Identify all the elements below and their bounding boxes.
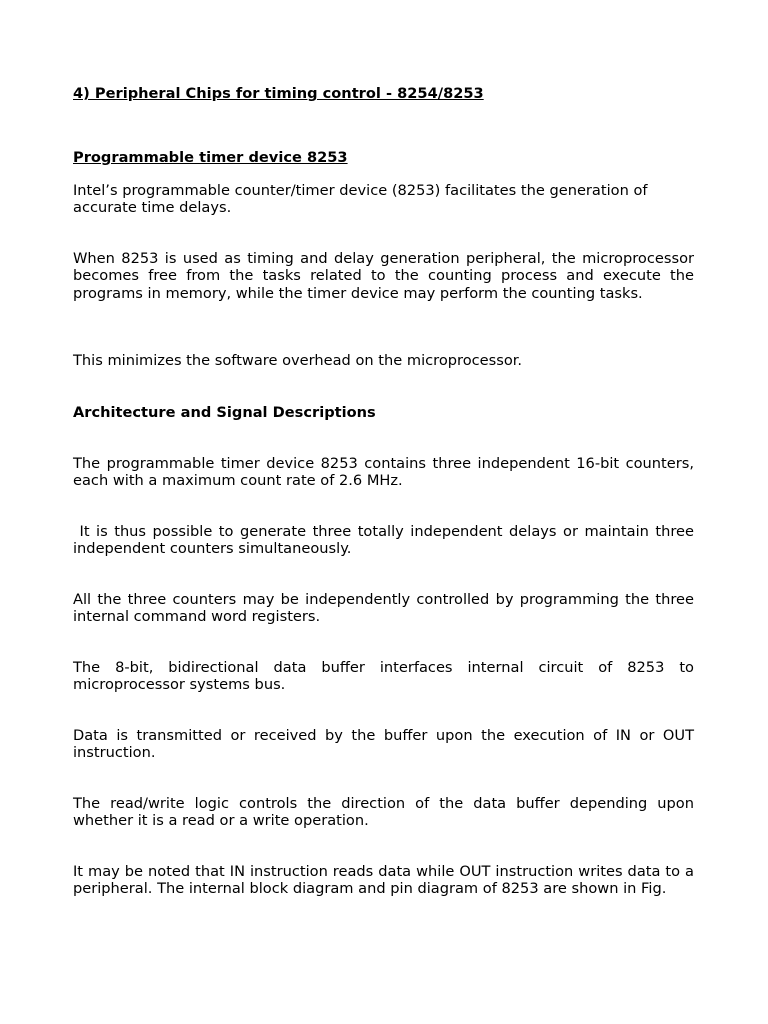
sub-heading: Programmable timer device 8253	[73, 149, 348, 166]
paragraph-usage: When 8253 is used as timing and delay generation peripheral, the microprocessor becomes free from the tasks related to the counting process and execute the programs in memory, while the timer device may perform the counting tasks.	[73, 250, 694, 302]
paragraph-control: All the three counters may be independently controlled by programming the three internal command word registers.	[73, 591, 694, 626]
paragraph-counters: The programmable timer device 8253 contains three independent 16-bit counters, each with a maximum count rate of 2.6 MHz.	[73, 455, 694, 490]
paragraph-overhead: This minimizes the software overhead on the microprocessor.	[73, 352, 523, 369]
main-heading: 4) Peripheral Chips for timing control - 8254/8253	[73, 85, 484, 102]
paragraph-intro: Intel’s programmable counter/timer device (8253) facilitates the generation of accurate time delays.	[73, 182, 648, 217]
paragraph-rw-logic: The read/write logic controls the direction of the data buffer depending upon whether it is a read or a write operation.	[73, 795, 694, 830]
paragraph-buffer: The 8-bit, bidirectional data buffer interfaces internal circuit of 8253 to microprocessor systems bus.	[73, 659, 694, 694]
paragraph-delays: It is thus possible to generate three totally independent delays or maintain three independent counters simultaneously.	[73, 523, 699, 558]
section-heading: Architecture and Signal Descriptions	[73, 404, 376, 421]
paragraph-note: It may be noted that IN instruction reads data while OUT instruction writes data to a peripheral. The internal block diagram and pin diagram of 8253 are shown in Fig.	[73, 863, 694, 898]
paragraph-transmit: Data is transmitted or received by the buffer upon the execution of IN or OUT instruction.	[73, 727, 694, 762]
